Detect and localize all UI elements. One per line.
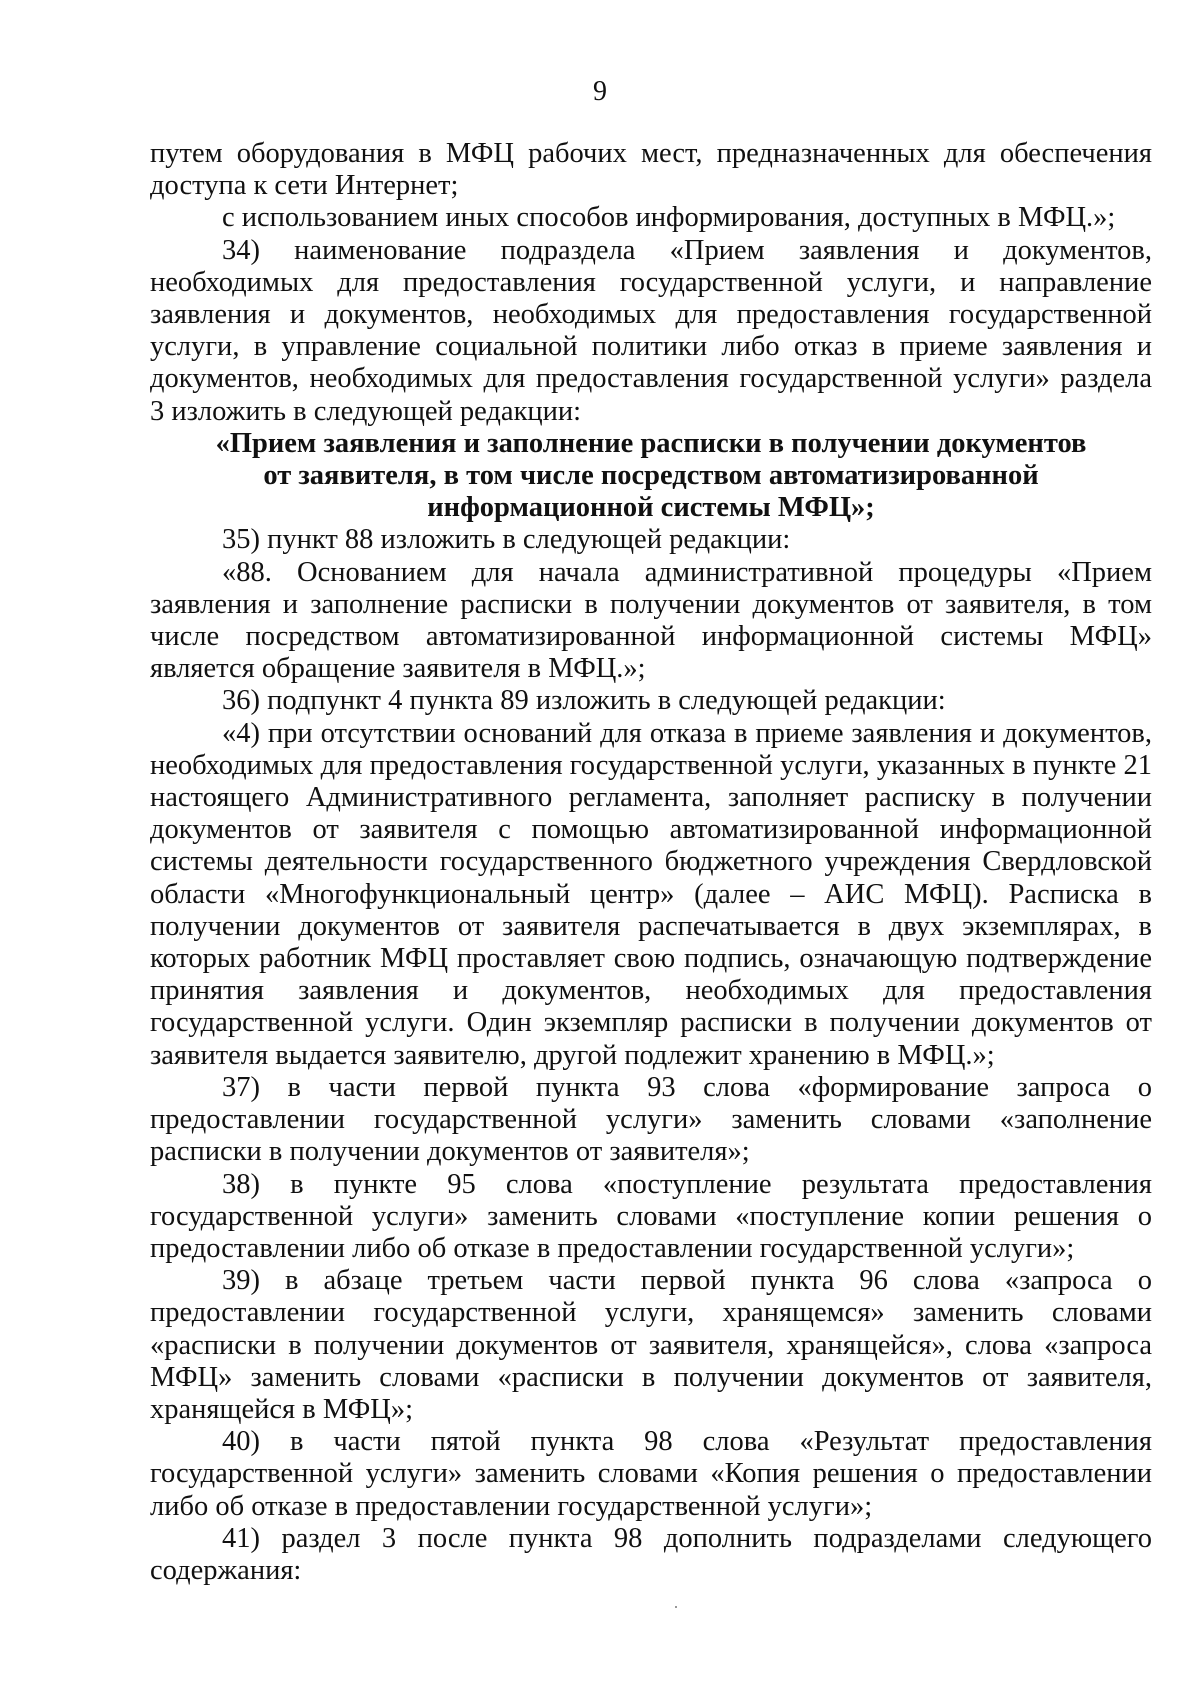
paragraph-item-39: 39) в абзаце третьем части первой пункта 96 слова «запроса о предоставлении государственной услуги, хранящемся» заменить словами «расписки в получении документов от заявителя, хранящейся», слова «запроса МФЦ» заменить словами «расписки в получении документов от заявителя, хранящейся в МФЦ»;	[150, 1265, 1152, 1425]
scan-speck	[675, 1606, 677, 1608]
subsection-heading: «Прием заявления и заполнение расписки в получении документов от заявителя, в том числе посредством автоматизированной информационной системы МФЦ»;	[215, 427, 1087, 524]
paragraph-quote-4: «4) при отсутствии оснований для отказа в приеме заявления и документов, необходимых для предоставления государственной услуги, указанных в пункте 21 настоящего Административного регламента, заполняет расписку в получении документов от заявителя с помощью автоматизированной информационной системы деятельности государственного бюджетного учреждения Свердловской области «Многофункциональный центр» (далее – АИС МФЦ). Расписка в получении документов от заявителя распечатывается в двух экземплярах, в которых работник МФЦ проставляет свою подпись, означающую подтверждение принятия заявления и документов, необходимых для предоставления государственной услуги. Один экземпляр расписки в получении документов от заявителя выдается заявителю, другой подлежит хранению в МФЦ.»;	[150, 717, 1152, 1071]
paragraph-item-41: 41) раздел 3 после пункта 98 дополнить подразделами следующего содержания:	[150, 1522, 1152, 1586]
paragraph: с использованием иных способов информирования, доступных в МФЦ.»;	[222, 202, 1116, 234]
paragraph-item-37: 37) в части первой пункта 93 слова «формирование запроса о предоставлении государственной услуги» заменить словами «заполнение расписки в получении документов от заявителя»;	[150, 1071, 1152, 1168]
paragraph-item-34: 34) наименование подраздела «Прием заявления и документов, необходимых для предоставления государственной услуги, и направление заявления и документов, необходимых для предоставления государственной услуги, в управление социальной политики либо отказ в приеме заявления и документов, необходимых для предоставления государственной услуги» раздела 3 изложить в следующей редакции:	[150, 234, 1152, 427]
paragraph-continuation: путем оборудования в МФЦ рабочих мест, предназначенных для обеспечения доступа к сети Интернет;	[150, 138, 1152, 202]
paragraph-item-40: 40) в части пятой пункта 98 слова «Результат предоставления государственной услуги» заменить словами «Копия решения о предоставлении либо об отказе в предоставлении государственной услуги»;	[150, 1426, 1152, 1522]
document-body	[150, 138, 1152, 1587]
paragraph-item-35: 35) пункт 88 изложить в следующей редакции:	[222, 524, 791, 556]
paragraph-quote-88: «88. Основанием для начала административной процедуры «Прием заявления и заполнение расписки в получении документов от заявителя, в том числе посредством автоматизированной информационной системы МФЦ» является обращение заявителя в МФЦ.»;	[150, 556, 1152, 685]
page-number: 9	[593, 76, 607, 107]
paragraph-item-38: 38) в пункте 95 слова «поступление результата предоставления государственной услуги» заменить словами «поступление копии решения о предоставлении либо об отказе в предоставлении государственной услуги»;	[150, 1168, 1152, 1264]
paragraph-item-36: 36) подпункт 4 пункта 89 изложить в следующей редакции:	[222, 685, 946, 717]
